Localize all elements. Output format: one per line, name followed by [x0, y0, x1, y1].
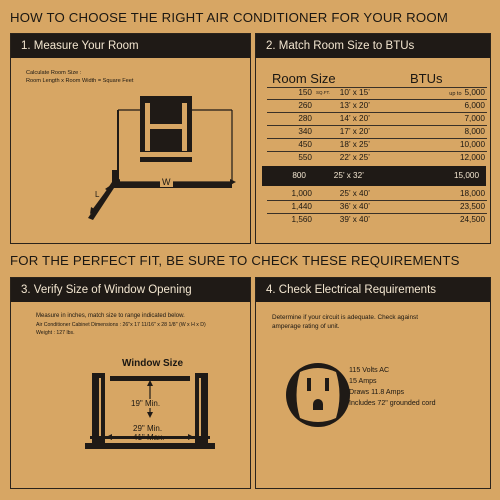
spec-cord: Includes 72" grounded cord: [349, 399, 436, 407]
btu-title: 2. Match Room Size to BTUs: [256, 34, 490, 58]
window-opening-title: 3. Verify Size of Window Opening: [11, 278, 250, 302]
room-size-label: Calculate Room Size :: [26, 70, 82, 76]
height-min-label: 19" Min.: [131, 399, 161, 408]
table-row: 340 17’ x 20’ 8,000: [298, 127, 485, 136]
table-row: 260 13’ x 20’ 6,000: [298, 101, 485, 110]
width-label: W: [162, 177, 171, 187]
table-row: 450 18’ x 25’ 10,000: [298, 140, 485, 149]
btu-column-header: BTUs: [410, 71, 443, 86]
table-row-highlighted: 800 25’ x 32’ 15,000: [262, 166, 486, 186]
window-instructions: Measure in inches, match size to range indicated below.: [36, 313, 185, 319]
table-row: 1,560 39’ x 40’ 24,500: [291, 215, 485, 224]
table-row: 280 14’ x 20’ 7,000: [298, 114, 485, 123]
cabinet-dimensions: Air Conditioner Cabinet Dimensions : 26"x 17 11/16" x 28 1/8" (W x H x D): [36, 322, 206, 328]
spec-draw: Draws 11.8 Amps: [349, 388, 405, 396]
circuit-instructions: Determine if your circuit is adequate. Check against: [272, 314, 418, 321]
amperage-instructions: amperage rating of unit.: [272, 323, 340, 330]
spec-voltage: 115 Volts AC: [349, 366, 390, 374]
width-min-label: 29" Min.: [133, 424, 163, 433]
window-size-label: Window Size: [122, 358, 184, 369]
table-row: 150 SQ.FT. 10’ x 15’ up to 5,000: [298, 88, 485, 97]
sqft-unit: SQ.FT.: [316, 90, 331, 95]
electrical-title: 4. Check Electrical Requirements: [256, 278, 490, 302]
width-max-label: 41" Max.: [133, 433, 165, 442]
spec-amps: 15 Amps: [349, 377, 377, 385]
room-size-formula: Room Length x Room Width = Square Feet: [26, 78, 134, 84]
length-label: L: [95, 190, 100, 199]
unit-weight: Weight : 127 lbs.: [36, 330, 75, 336]
table-row: 550 22’ x 25’ 12,000: [298, 153, 485, 162]
room-size-column-header: Room Size: [272, 71, 336, 86]
requirements-heading: FOR THE PERFECT FIT, BE SURE TO CHECK THESE REQUIREMENTS: [10, 253, 460, 268]
main-heading: HOW TO CHOOSE THE RIGHT AIR CONDITIONER FOR YOUR ROOM: [10, 10, 449, 25]
table-row: 1,440 36’ x 40’ 23,500: [291, 202, 485, 211]
table-row: 1,000 25’ x 40’ 18,000: [291, 189, 485, 198]
measure-room-title: 1. Measure Your Room: [11, 34, 250, 58]
